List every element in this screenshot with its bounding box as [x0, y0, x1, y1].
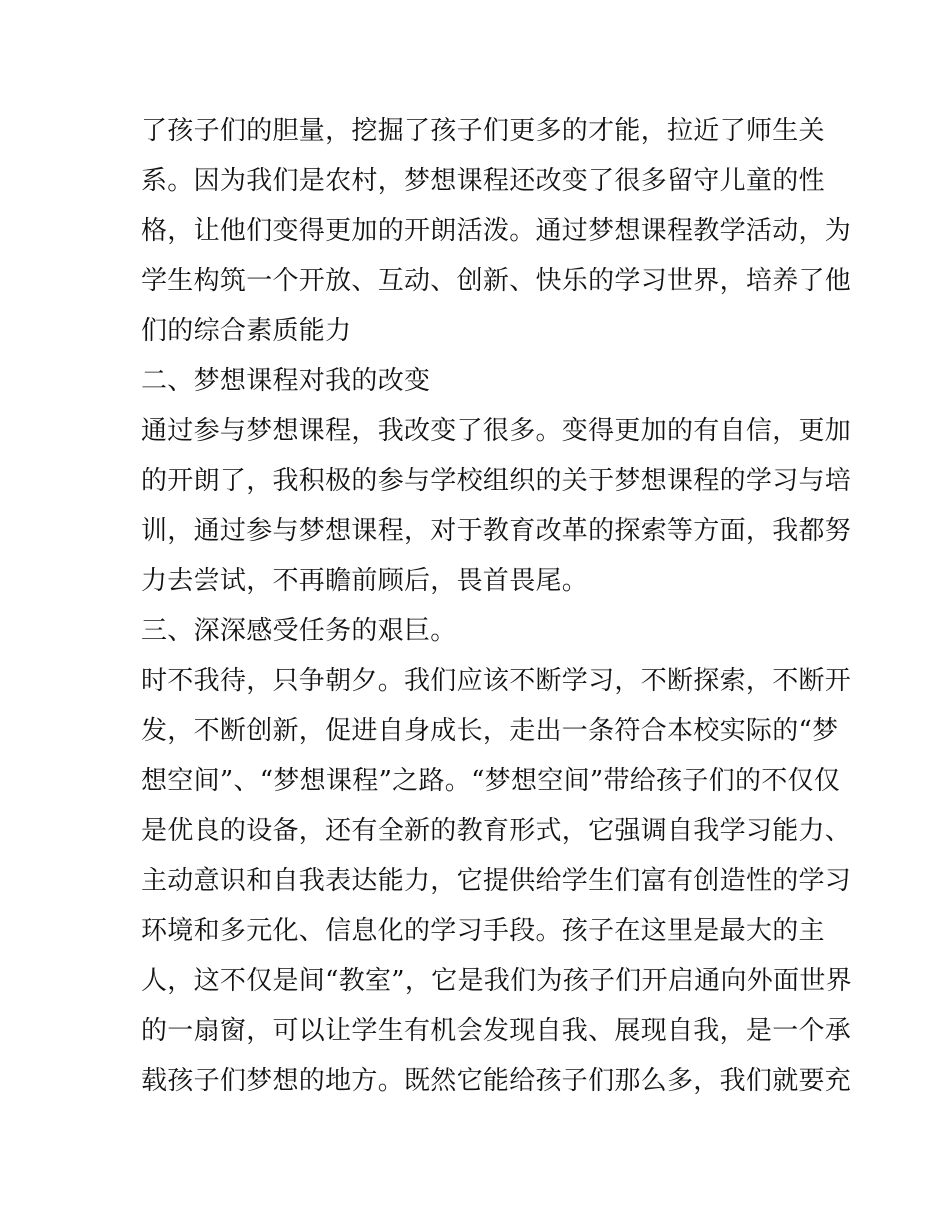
body-line: 载孩子们梦想的地方。既然它能给孩子们那么多，我们就要充 [141, 1066, 852, 1096]
body-line: 训，通过参与梦想课程，对于教育改革的探索等方面，我都努 [141, 516, 852, 546]
body-line: 通过参与梦想课程，我改变了很多。变得更加的有自信，更加 [141, 416, 852, 446]
body-line: 系。因为我们是农村，梦想课程还改变了很多留守儿童的性 [141, 166, 825, 196]
body-line: 发，不断创新，促进自身成长，走出一条符合本校实际的“梦 [141, 716, 839, 746]
body-line: 格，让他们变得更加的开朗活泼。通过梦想课程教学活动，为 [141, 216, 852, 246]
body-line: 的开朗了，我积极的参与学校组织的关于梦想课程的学习与培 [141, 466, 852, 496]
section-heading: 三、深深感受任务的艰巨。 [141, 616, 457, 646]
body-line: 人，这不仅是间“教室”，它是我们为孩子们开启通向外面世界 [141, 966, 852, 996]
body-line: 时不我待，只争朝夕。我们应该不断学习，不断探索，不断开 [141, 666, 852, 696]
body-line: 学生构筑一个开放、互动、创新、快乐的学习世界，培养了他 [141, 266, 852, 296]
body-line: 是优良的设备，还有全新的教育形式，它强调自我学习能力、 [141, 816, 852, 846]
body-line: 的一扇窗，可以让学生有机会发现自我、展现自我，是一个承 [141, 1016, 852, 1046]
body-line: 主动意识和自我表达能力，它提供给学生们富有创造性的学习 [141, 866, 852, 896]
body-line: 环境和多元化、信息化的学习手段。孩子在这里是最大的主 [141, 916, 825, 946]
body-line: 了孩子们的胆量，挖掘了孩子们更多的才能，拉近了师生关 [141, 116, 825, 146]
document-body [141, 106, 852, 1106]
body-line: 想空间”、“梦想课程”之路。“梦想空间”带给孩子们的不仅仅 [141, 766, 841, 796]
body-line: 力去尝试，不再瞻前顾后，畏首畏尾。 [141, 566, 589, 596]
body-line: 们的综合素质能力 [141, 316, 352, 346]
section-heading: 二、梦想课程对我的改变 [141, 366, 431, 396]
